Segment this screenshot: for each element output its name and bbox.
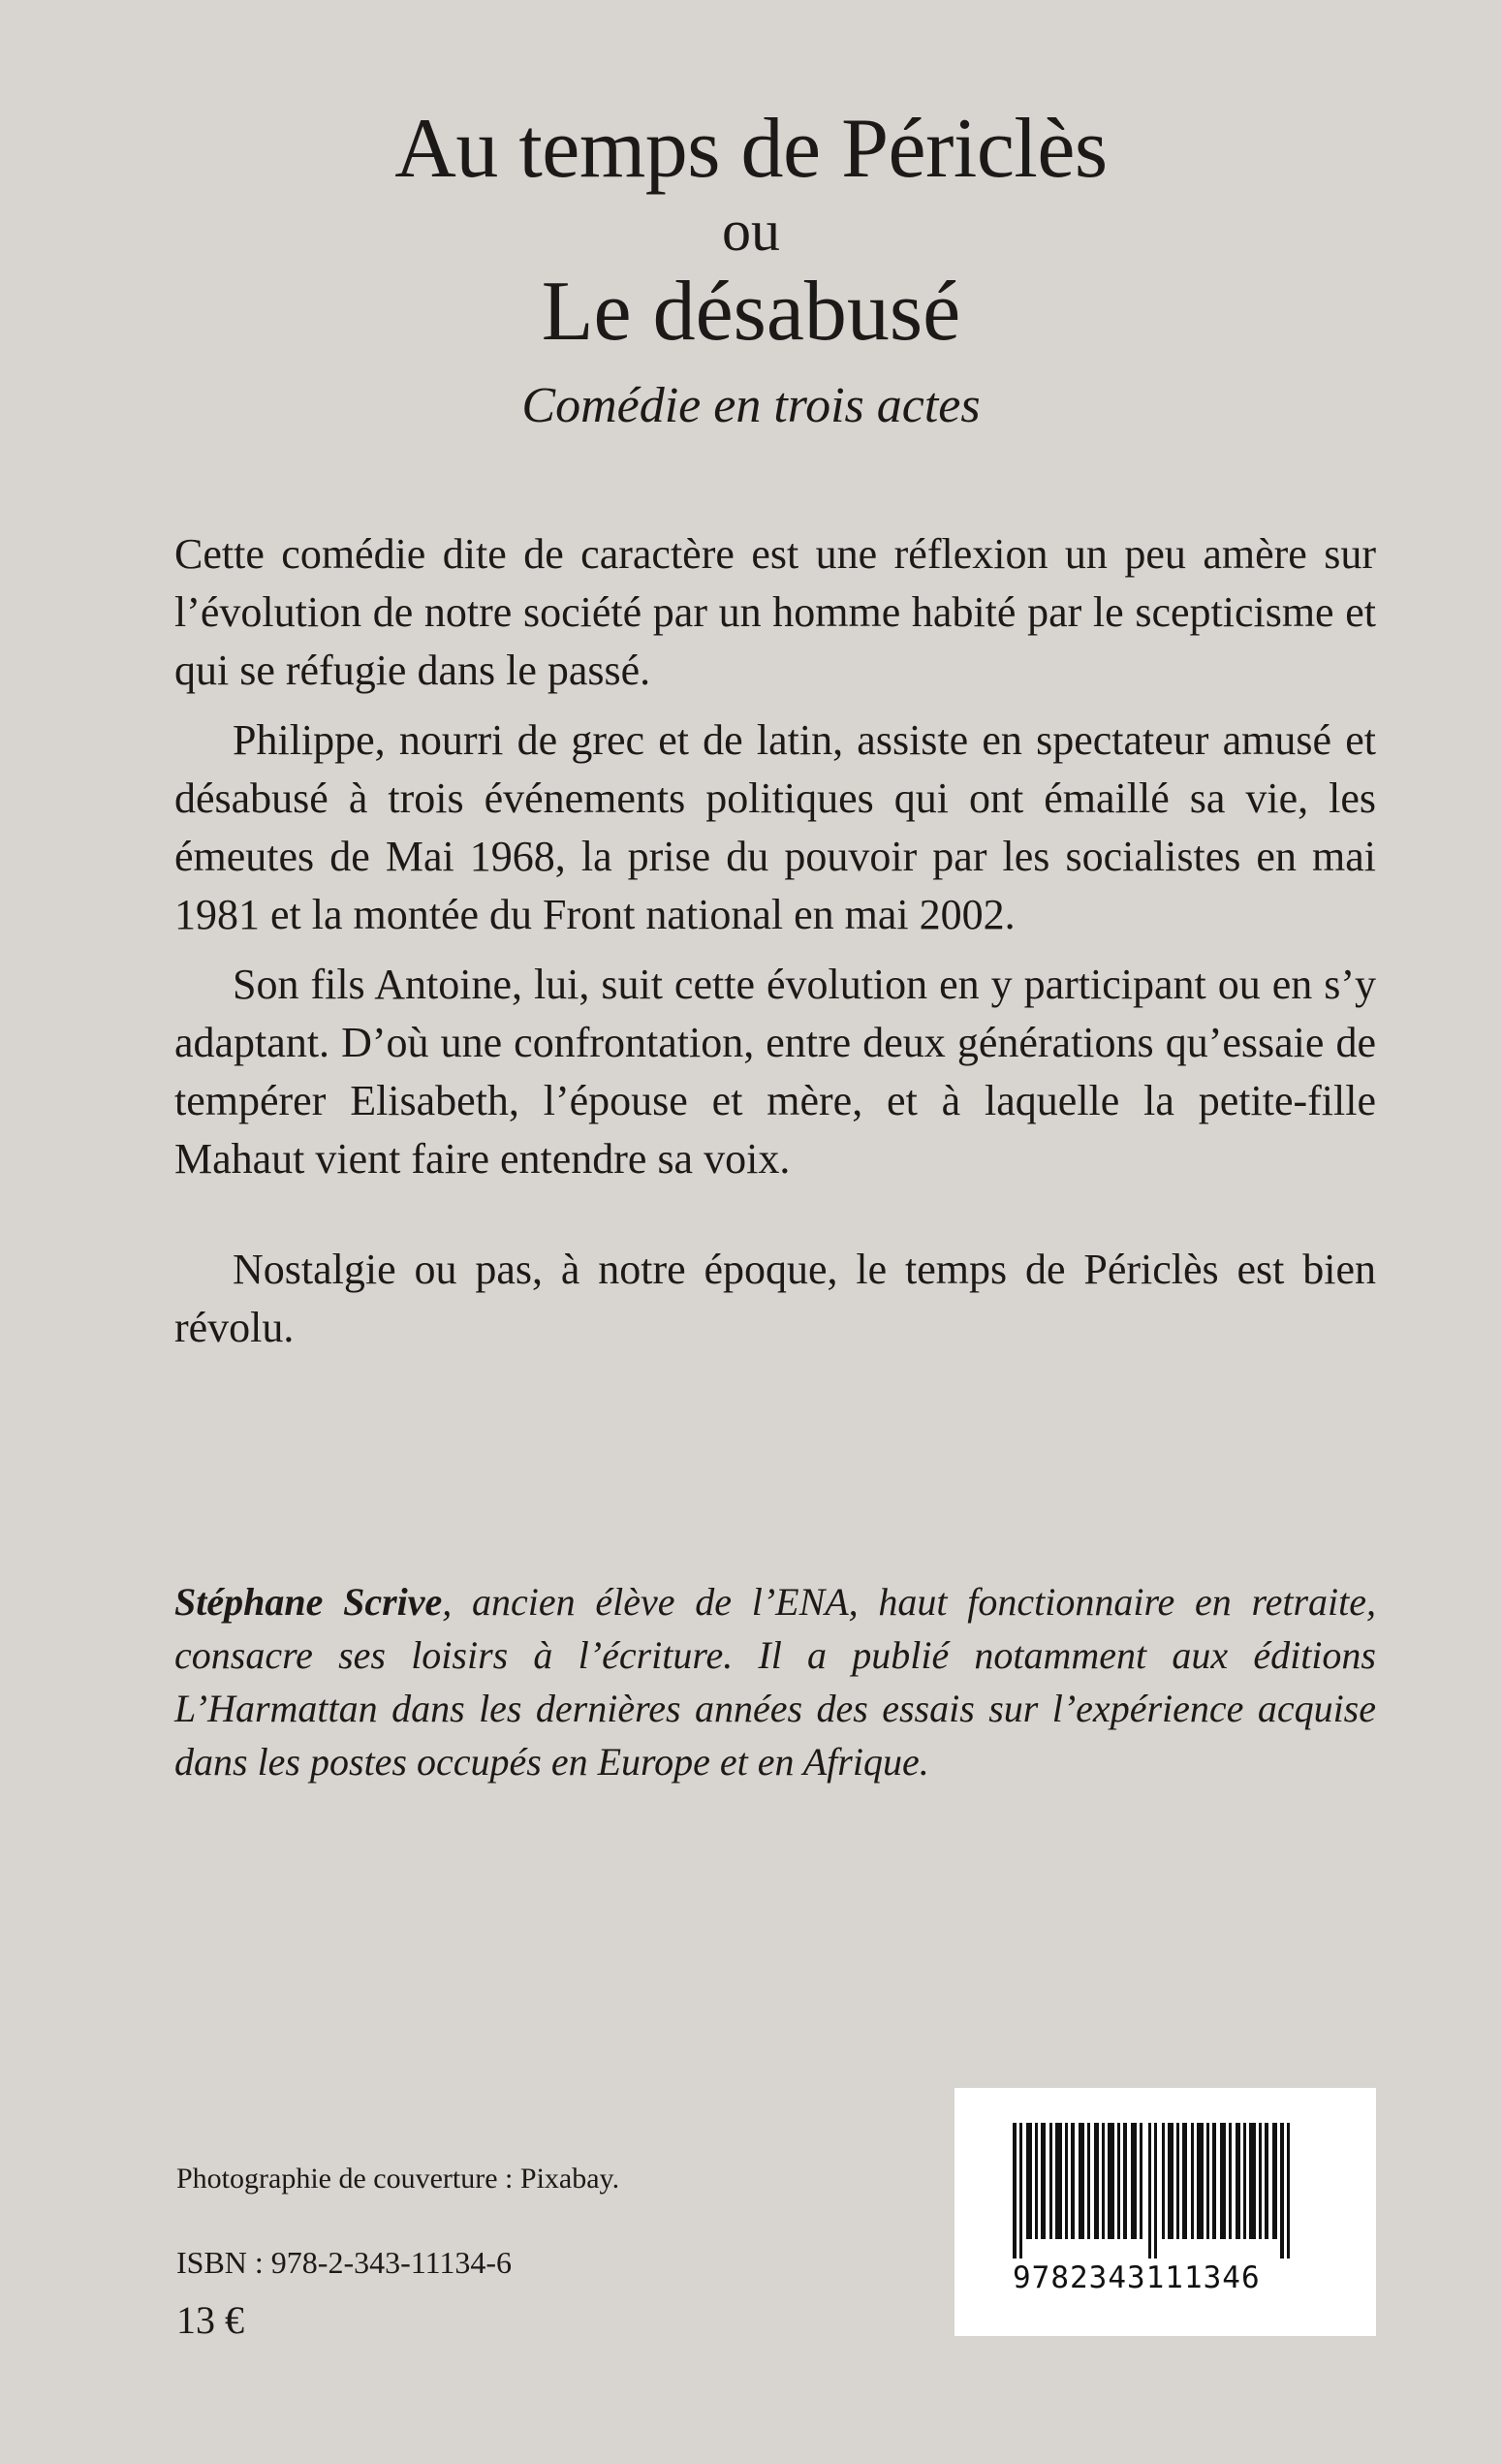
blurb-paragraph-2: Philippe, nourri de grec et de latin, assiste en spectateur amusé et désabusé à trois événements politiques qui ont émaillé sa vie, les émeutes de Mai 1968, la prise du pouvoir par les socialistes en mai 1981 et la montée du Front national en mai 2002. <box>174 716 1376 938</box>
author-name: Stéphane Scrive <box>174 1580 443 1624</box>
author-bio-text: , ancien élève de l’ENA, haut fonctionnaire en retraite, consacre ses loisirs à l’écriture. Il a publié notamment aux éditions L’Harmattan dans les dernières années des essais sur l’expérience acquise dans les postes occupés en Europe et en Afrique. <box>174 1580 1377 1784</box>
book-title: Au temps de Périclès <box>394 102 1108 196</box>
author-bio <box>174 1575 1376 1788</box>
blurb-paragraph-1: Cette comédie dite de caractère est une réflexion un peu amère sur l’évolution de notre société par un homme habité par le scepticisme et qui se réfugie dans le passé. <box>174 530 1376 694</box>
blurb-paragraph-4: Nostalgie ou pas, à notre époque, le temps de Périclès est bien révolu. <box>174 1246 1376 1351</box>
title-connector: ou <box>722 199 780 263</box>
barcode-icon <box>993 2123 1323 2259</box>
blurb <box>174 525 1376 1357</box>
photo-credit: Photographie de couverture : Pixabay. <box>176 2163 620 2195</box>
book-subtitle: Comédie en trois actes <box>521 378 981 433</box>
blurb-paragraph-3: Son fils Antoine, lui, suit cette évolution en y participant ou en s’y adaptant. D’où une confrontation, entre deux générations qu’essaie de tempérer Elisabeth, l’épouse et mère, et à laquelle la petite-fille Mahaut vient faire entendre sa voix. <box>174 961 1376 1183</box>
barcode <box>954 2088 1376 2336</box>
isbn: ISBN : 978-2-343-11134-6 <box>176 2245 513 2280</box>
price: 13 € <box>176 2298 244 2342</box>
title-block <box>0 97 1502 440</box>
barcode-number: 9782343111346 <box>1013 2260 1261 2295</box>
book-alternate-title: Le désabusé <box>541 265 961 359</box>
